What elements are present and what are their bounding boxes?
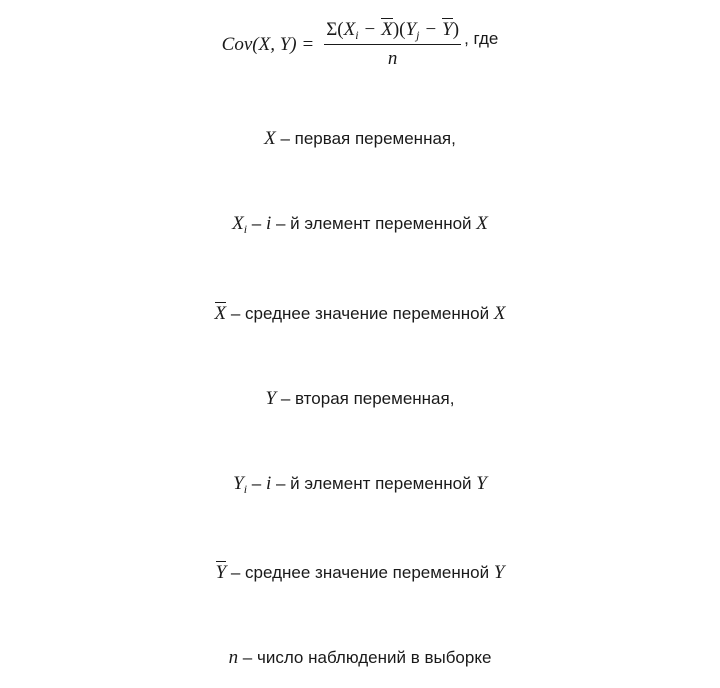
num-minus-1: − [364,19,376,40]
definition-y [0,388,720,410]
definition-ybar [0,561,720,584]
num-close-paren: ) [452,19,460,40]
def-y-text: – вторая переменная, [276,389,455,408]
sigma-open: Σ( [326,19,344,40]
definition-n [0,647,720,669]
definition-xbar [0,302,720,325]
formula-numerator [324,18,461,44]
def-xbar-symbol: X [214,303,227,324]
def-x-symbol: X [264,128,276,149]
def-yi-end-symbol: Y [476,473,487,494]
def-ybar-text: – среднее значение переменной [226,563,494,582]
num-minus-2: − [425,19,437,40]
num-xi-symbol: X [343,19,356,40]
def-yi-subscript: i [243,482,248,496]
def-xi-symbol: X [232,213,244,234]
def-xbar-end-symbol: X [493,303,506,324]
def-ybar-symbol: Y [215,562,227,583]
definition-yi [0,473,720,495]
formula-tail: , где [464,29,499,49]
def-yi-text: й элемент переменной [290,474,477,493]
def-yi-index: i [265,473,272,494]
formula-lhs: Cov(X, Y) = [221,33,315,55]
num-yj-symbol: Y [405,19,417,40]
num-xi-subscript: i [355,28,359,42]
formula-denominator: n [387,48,398,70]
def-n-text: – число наблюдений в выборке [238,648,492,667]
definition-x [0,128,720,150]
formula-fraction [324,18,461,71]
def-xi-end-symbol: X [476,213,488,234]
def-ybar-end-symbol: Y [493,562,505,583]
num-xbar-symbol: X [381,19,393,40]
def-n-symbol: n [228,647,239,668]
def-xi-text: й элемент переменной [290,214,477,233]
num-ybar-symbol: Y [442,19,453,40]
definition-xi [0,213,720,235]
def-x-text: – первая переменная, [275,129,456,148]
def-xi-dash-1: – [247,214,266,233]
def-yi-symbol: Y [233,473,244,494]
def-xi-subscript: i [243,222,248,236]
def-yi-dash-2: – [271,474,291,493]
def-xbar-text: – среднее значение переменной [226,304,494,323]
num-yj-subscript: j [416,28,420,42]
def-y-symbol: Y [265,388,277,409]
def-xi-index: i [265,213,272,234]
def-xi-dash-2: – [271,214,291,233]
num-mid-parens: )( [392,19,406,40]
covariance-formula [0,18,720,74]
def-yi-dash-1: – [247,474,266,493]
